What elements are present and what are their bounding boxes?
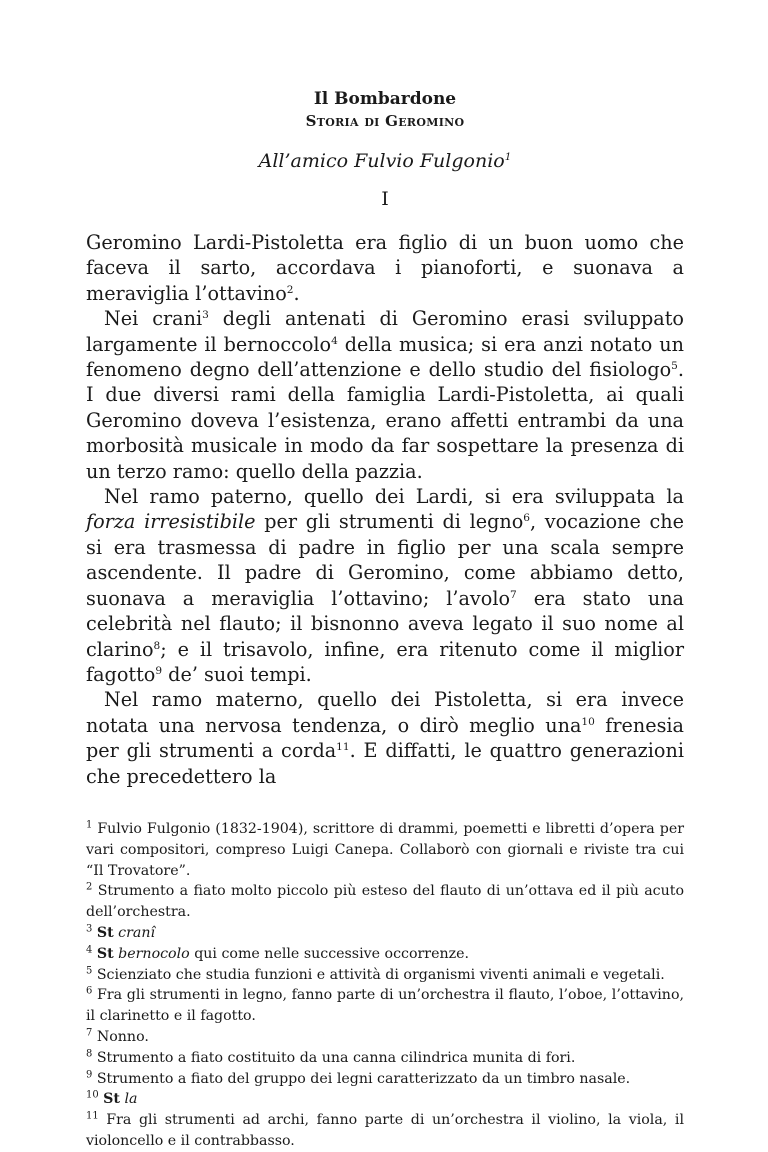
footnote-ref: 10	[581, 715, 595, 728]
footnote-text: Fulvio Fulgonio (1832-1904), scrittore di drammi, poemetti e libretti d’opera per vari compositori, compreso Luigi Canepa. Collaborò con giornali e riviste tra cui “Il Trovatore”.	[86, 820, 684, 879]
text-span: per gli strumenti di legno	[255, 510, 524, 534]
footnote-text: Strumento a fiato molto piccolo più esteso del flauto di un’ottava ed il più acuto dell’orchestra.	[86, 883, 684, 921]
text-span: degli antenati di Geromino erasi sviluppato largamente il bernoccolo	[86, 307, 684, 356]
dedication-text: All’amico Fulvio Fulgonio	[258, 150, 505, 172]
variant-siglum: St	[103, 1091, 120, 1108]
variant-siglum: St	[96, 945, 114, 962]
footnote	[86, 1110, 684, 1152]
footnote-ref: 5	[671, 360, 678, 373]
footnote	[86, 944, 684, 965]
footnote-ref: 8	[153, 639, 161, 652]
text-span: Nel ramo materno, quello dei Pistoletta, si era invece notata una nervosa tendenza, o dirò meglio una	[86, 688, 684, 737]
footnote	[86, 1048, 684, 1069]
footnote	[86, 819, 684, 881]
text-span: della musica; si era anzi notato un fenomeno degno dell’attenzione e dello studio del fisiologo	[86, 332, 684, 382]
footnote-number: 6	[86, 985, 93, 997]
footnote-ref: 4	[331, 334, 338, 347]
variant-reading: la	[124, 1091, 138, 1108]
text-span: ; e il trisavolo, infine, era ritenuto come il miglior fagotto	[86, 637, 684, 686]
footnote	[86, 923, 684, 944]
footnote	[86, 1069, 684, 1090]
variant-siglum: St	[96, 924, 114, 941]
footnote-number: 4	[86, 944, 93, 956]
variant-reading: bernocolo	[118, 945, 190, 962]
footnote	[86, 965, 684, 986]
text-span: frenesia per gli strumenti a corda	[86, 713, 684, 763]
paragraph-3	[86, 484, 684, 687]
text-span: Geromino Lardi-Pistoletta era figlio di un buon uomo che faceva il sarto, accordava i pianoforti, e suonava a meraviglia l’ottavino	[86, 231, 684, 305]
footnote-number: 10	[86, 1089, 99, 1101]
text-span: de’ suoi tempi.	[162, 662, 312, 686]
text-span: .	[293, 281, 300, 305]
footnote	[86, 1027, 684, 1048]
footnote-number: 2	[86, 881, 93, 893]
footnote-text: Nonno.	[92, 1028, 149, 1045]
footnote	[86, 1089, 684, 1110]
footnote-number: 7	[86, 1027, 93, 1039]
footnote-ref: 7	[510, 588, 517, 601]
footnote-ref: 1	[504, 151, 512, 164]
footnote-number: 8	[86, 1048, 93, 1060]
paragraph-2	[86, 306, 684, 484]
text-span: . I due diversi rami della famiglia Lardi-Pistoletta, ai quali Geromino doveva l’esistenza, erano affetti entrambi da una morbosità musicale in modo da far sospettare la presenza di un terzo ramo: quello della pazzia.	[86, 358, 684, 483]
footnote-text: qui come nelle successive occorrenze.	[189, 945, 470, 962]
footnote-text: Strumento a fiato del gruppo dei legni caratterizzato da un timbro nasale.	[92, 1070, 631, 1087]
footnote-text: Scienziato che studia funzioni e attività di organismi viventi animali e vegetali.	[92, 966, 665, 983]
footnote-number: 5	[86, 965, 93, 977]
footnote-text: Fra gli strumenti ad archi, fanno parte di un’orchestra il violino, la viola, il violoncello e il contrabbasso.	[86, 1112, 684, 1149]
footnotes	[86, 819, 684, 1152]
footnote-ref: 2	[286, 283, 294, 296]
footnote-text: Strumento a fiato costituito da una canna cilindrica munita di fori.	[92, 1049, 576, 1066]
dedication	[86, 148, 684, 174]
footnote-text: Fra gli strumenti in legno, fanno parte di un’orchestra il flauto, l’oboe, l’ottavino, il clarinetto e il fagotto.	[86, 987, 684, 1025]
footnote	[86, 985, 684, 1027]
text-span: Nel ramo paterno, quello dei Lardi, si era sviluppata la	[104, 485, 684, 509]
italic-span: forza irresistibile	[86, 510, 256, 534]
text-span: . E diffatti, le quattro generazioni che precedettero la	[86, 739, 684, 788]
text-span: , vocazione che si era trasmessa di padre in figlio per una scala sempre ascendente. Il padre di Geromino, come abbiamo detto, suonava a meraviglia l’ottavino; l’avolo	[86, 510, 685, 610]
footnote-ref: 3	[202, 309, 209, 322]
book-title: Il Bombardone	[313, 89, 457, 109]
variant-reading: cranî	[118, 924, 156, 941]
footnote-ref: 9	[155, 665, 163, 678]
footnote	[86, 881, 684, 923]
book-subtitle: Storia di Geromino	[305, 112, 465, 130]
footnote-number: 1	[86, 819, 93, 831]
text-span: Nei crani	[104, 307, 203, 331]
body-text	[86, 230, 684, 789]
book-page	[86, 0, 684, 1152]
chapter-number: I	[381, 188, 389, 210]
footnote-number: 11	[86, 1110, 99, 1122]
text-span: era stato una celebrità nel flauto; il bisnonno aveva legato il suo nome al clarino	[86, 586, 684, 661]
paragraph-4	[86, 687, 684, 789]
footnote-ref: 6	[523, 512, 530, 525]
footnote-number: 3	[86, 923, 93, 935]
footnote-number: 9	[86, 1069, 93, 1081]
footnote-ref: 11	[336, 741, 350, 754]
paragraph-1	[86, 230, 684, 306]
